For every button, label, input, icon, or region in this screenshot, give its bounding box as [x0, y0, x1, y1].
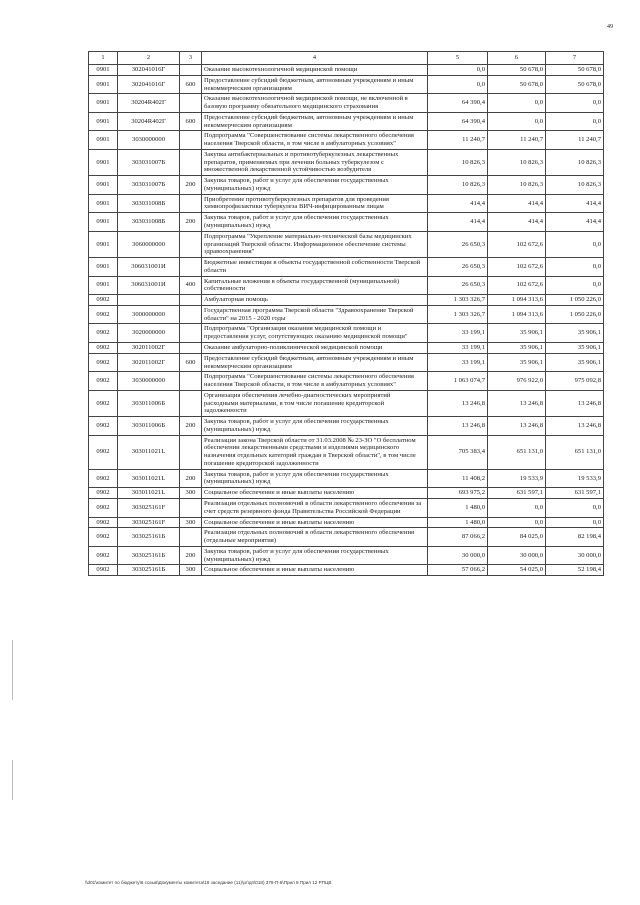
amount-2020-cell: 50 678,0 — [546, 65, 604, 76]
expense-type-cell — [180, 131, 202, 150]
amount-2020-cell: 0,0 — [546, 231, 604, 257]
amount-2020-cell: 0,0 — [546, 276, 604, 295]
amount-2019-cell: 102 672,6 — [488, 231, 546, 257]
table-row — [89, 131, 604, 150]
target-article-cell: 303011006Б — [118, 417, 180, 436]
section-code-cell: 0901 — [89, 149, 118, 175]
budget-table — [88, 51, 604, 576]
amount-2019-cell: 13 246,8 — [488, 417, 546, 436]
target-article-cell: 302011002Г — [118, 342, 180, 353]
amount-2020-cell: 0,0 — [546, 498, 604, 517]
description-cell: Оказание высокотехнологичной медицинской помощи, не включенной в базовую программу обязательного медицинского страхования — [202, 94, 428, 113]
amount-2020-cell: 35 906,1 — [546, 342, 604, 353]
amount-2018-cell: 1 303 326,7 — [428, 295, 488, 306]
footer-file-path: \\d01\комитет по бюджету\6 созыв\Документы комитета\18 заседание (11)\рг\дп\018) 378-П-6\Прил 8 Прил 12 РПЦВ — [85, 880, 332, 885]
expense-type-cell: 200 — [180, 213, 202, 232]
section-code-cell: 0901 — [89, 258, 118, 277]
description-cell: Закупка товаров, работ и услуг для обеспечения государственных (муниципальных) нужд — [202, 469, 428, 488]
expense-type-cell — [180, 324, 202, 343]
amount-2018-cell: 64 390,4 — [428, 112, 488, 131]
description-cell: Реализация отдельных полномочий в области лекарственного обеспечения за счет средств резервного фонда Правительства Российской Федерации — [202, 498, 428, 517]
amount-2019-cell: 19 533,9 — [488, 469, 546, 488]
section-code-cell: 0902 — [89, 488, 118, 499]
header-cell: 2 — [118, 52, 180, 65]
expense-type-cell — [180, 435, 202, 469]
section-code-cell: 0901 — [89, 131, 118, 150]
description-cell: Закупка товаров, работ и услуг для обеспечения государственных (муниципальных) нужд — [202, 176, 428, 195]
target-article-cell: 3020000000 — [118, 324, 180, 343]
section-code-cell: 0902 — [89, 528, 118, 547]
target-article-cell: 303011021L — [118, 469, 180, 488]
scan-edge-mark — [12, 640, 13, 700]
description-cell: Реализация отдельных полномочий в области лекарственного обеспечения (отдельные мероприятия) — [202, 528, 428, 547]
section-code-cell: 0902 — [89, 342, 118, 353]
header-cell: 3 — [180, 52, 202, 65]
description-cell: Закупка антибактериальных и противотуберкулезных лекарственных препаратов, применяемых при лечении больных туберкулезом с множественной лекарственной устойчивостью возбудителя — [202, 149, 428, 175]
expense-type-cell — [180, 94, 202, 113]
section-code-cell: 0901 — [89, 65, 118, 76]
header-cell: 5 — [428, 52, 488, 65]
amount-2018-cell: 87 066,2 — [428, 528, 488, 547]
header-cell: 1 — [89, 52, 118, 65]
section-code-cell: 0902 — [89, 565, 118, 576]
expense-type-cell — [180, 342, 202, 353]
description-cell: Бюджетные инвестиции в объекты государственной собственности Тверской области — [202, 258, 428, 277]
expense-type-cell: 300 — [180, 565, 202, 576]
description-cell: Социальное обеспечение и иные выплаты населению — [202, 565, 428, 576]
table-row — [89, 372, 604, 391]
amount-2019-cell: 102 672,6 — [488, 276, 546, 295]
amount-2018-cell: 0,0 — [428, 75, 488, 94]
amount-2020-cell: 414,4 — [546, 194, 604, 213]
amount-2018-cell: 13 246,8 — [428, 390, 488, 416]
section-code-cell: 0901 — [89, 176, 118, 195]
description-cell: Подпрограмма "Совершенствование системы лекарственного обеспечения населения Тверской области, в том числе в амбулаторных условиях" — [202, 131, 428, 150]
section-code-cell: 0902 — [89, 324, 118, 343]
amount-2020-cell: 52 198,4 — [546, 565, 604, 576]
target-article-cell: 303031008Б — [118, 213, 180, 232]
target-article-cell: 303031007Б — [118, 149, 180, 175]
expense-type-cell — [180, 372, 202, 391]
description-cell: Закупка товаров, работ и услуг для обеспечения государственных (муниципальных) нужд — [202, 546, 428, 565]
target-article-cell: 306031001И — [118, 258, 180, 277]
amount-2018-cell: 10 826,3 — [428, 176, 488, 195]
amount-2018-cell: 1 480,0 — [428, 517, 488, 528]
expense-type-cell: 200 — [180, 469, 202, 488]
expense-type-cell — [180, 305, 202, 324]
expense-type-cell — [180, 528, 202, 547]
amount-2020-cell: 10 826,3 — [546, 149, 604, 175]
target-article-cell: 302011002Г — [118, 353, 180, 372]
table-row — [89, 565, 604, 576]
section-code-cell: 0901 — [89, 75, 118, 94]
table-row — [89, 94, 604, 113]
amount-2018-cell: 10 826,3 — [428, 149, 488, 175]
amount-2019-cell: 976 922,0 — [488, 372, 546, 391]
amount-2020-cell: 10 826,3 — [546, 176, 604, 195]
amount-2018-cell: 1 063 074,7 — [428, 372, 488, 391]
expense-type-cell — [180, 295, 202, 306]
target-article-cell: 303031007Б — [118, 176, 180, 195]
table-row — [89, 176, 604, 195]
expense-type-cell: 200 — [180, 176, 202, 195]
amount-2019-cell: 11 240,7 — [488, 131, 546, 150]
amount-2019-cell: 10 826,3 — [488, 176, 546, 195]
description-cell: Социальное обеспечение и иные выплаты населению — [202, 517, 428, 528]
target-article-cell: 303011021L — [118, 488, 180, 499]
amount-2018-cell: 11 240,7 — [428, 131, 488, 150]
description-cell: Организация обеспечения лечебно-диагностических мероприятий расходными материалами, в том числе погашение кредиторской задолженности — [202, 390, 428, 416]
target-article-cell: 303025161F — [118, 517, 180, 528]
amount-2018-cell: 33 199,1 — [428, 342, 488, 353]
target-article-cell: 303011021L — [118, 435, 180, 469]
section-code-cell: 0901 — [89, 231, 118, 257]
description-cell: Подпрограмма "Укрепление материально-технической базы медицинских организаций Тверской области. Информационное обеспечение системы здравоохранения" — [202, 231, 428, 257]
section-code-cell: 0902 — [89, 546, 118, 565]
target-article-cell: 3030000000 — [118, 372, 180, 391]
target-article-cell: 3030000000 — [118, 131, 180, 150]
target-article-cell: 303011006Б — [118, 390, 180, 416]
amount-2019-cell: 414,4 — [488, 213, 546, 232]
description-cell: Государственная программа Тверской области "Здравоохранение Тверской области" на 2015 - 2020 годы — [202, 305, 428, 324]
section-code-cell: 0902 — [89, 469, 118, 488]
amount-2020-cell: 0,0 — [546, 94, 604, 113]
amount-2020-cell: 631 597,1 — [546, 488, 604, 499]
table-row — [89, 194, 604, 213]
amount-2020-cell: 35 906,1 — [546, 353, 604, 372]
amount-2020-cell: 0,0 — [546, 112, 604, 131]
amount-2020-cell: 35 906,1 — [546, 324, 604, 343]
section-code-cell: 0902 — [89, 517, 118, 528]
table-row — [89, 305, 604, 324]
amount-2019-cell: 0,0 — [488, 112, 546, 131]
amount-2019-cell: 1 094 313,6 — [488, 295, 546, 306]
amount-2020-cell: 1 050 226,0 — [546, 305, 604, 324]
amount-2018-cell: 705 383,4 — [428, 435, 488, 469]
amount-2019-cell: 35 906,1 — [488, 342, 546, 353]
description-cell: Закупка товаров, работ и услуг для обеспечения государственных (муниципальных) нужд — [202, 213, 428, 232]
target-article-cell: 30204R402Г — [118, 112, 180, 131]
expense-type-cell — [180, 498, 202, 517]
amount-2018-cell: 30 000,0 — [428, 546, 488, 565]
amount-2018-cell: 33 199,1 — [428, 324, 488, 343]
target-article-cell: 303025161Б — [118, 528, 180, 547]
amount-2018-cell: 57 066,2 — [428, 565, 488, 576]
expense-type-cell — [180, 231, 202, 257]
description-cell: Амбулаторная помощь — [202, 295, 428, 306]
table-row — [89, 213, 604, 232]
description-cell: Оказание амбулаторно-поликлинической медицинской помощи — [202, 342, 428, 353]
description-cell: Подпрограмма "Совершенствование системы лекарственного обеспечения населения Тверской области, в том числе в амбулаторных условиях" — [202, 372, 428, 391]
target-article-cell: 30204R402Г — [118, 94, 180, 113]
description-cell: Предоставление субсидий бюджетным, автономным учреждениям и иным некоммерческим организациям — [202, 112, 428, 131]
description-cell: Капитальные вложения в объекты государственной (муниципальной) собственности — [202, 276, 428, 295]
header-cell: 6 — [488, 52, 546, 65]
amount-2019-cell: 54 025,0 — [488, 565, 546, 576]
amount-2020-cell: 414,4 — [546, 213, 604, 232]
section-code-cell: 0902 — [89, 295, 118, 306]
expense-type-cell — [180, 65, 202, 76]
amount-2018-cell: 33 199,1 — [428, 353, 488, 372]
expense-type-cell: 300 — [180, 488, 202, 499]
expense-type-cell: 600 — [180, 75, 202, 94]
amount-2020-cell: 19 533,9 — [546, 469, 604, 488]
section-code-cell: 0901 — [89, 194, 118, 213]
expense-type-cell: 400 — [180, 276, 202, 295]
table-row — [89, 498, 604, 517]
page-number: 49 — [607, 24, 613, 30]
amount-2020-cell: 82 198,4 — [546, 528, 604, 547]
amount-2018-cell: 414,4 — [428, 194, 488, 213]
table-row — [89, 295, 604, 306]
description-cell: Оказание высокотехнологичной медицинской помощи — [202, 65, 428, 76]
amount-2019-cell: 414,4 — [488, 194, 546, 213]
table-row — [89, 231, 604, 257]
section-code-cell: 0902 — [89, 305, 118, 324]
amount-2018-cell: 26 650,3 — [428, 276, 488, 295]
section-code-cell: 0902 — [89, 417, 118, 436]
amount-2020-cell: 13 246,8 — [546, 417, 604, 436]
target-article-cell: 3060000000 — [118, 231, 180, 257]
table-row — [89, 546, 604, 565]
table-row — [89, 276, 604, 295]
expense-type-cell: 300 — [180, 517, 202, 528]
table-row — [89, 390, 604, 416]
target-article-cell: 3000000000 — [118, 305, 180, 324]
amount-2020-cell: 651 131,0 — [546, 435, 604, 469]
amount-2020-cell: 13 246,8 — [546, 390, 604, 416]
table-row — [89, 435, 604, 469]
amount-2019-cell: 50 678,0 — [488, 65, 546, 76]
table-row — [89, 324, 604, 343]
amount-2019-cell: 651 131,0 — [488, 435, 546, 469]
table-row — [89, 342, 604, 353]
expense-type-cell — [180, 258, 202, 277]
amount-2020-cell: 1 050 226,0 — [546, 295, 604, 306]
expense-type-cell: 200 — [180, 417, 202, 436]
amount-2018-cell: 414,4 — [428, 213, 488, 232]
amount-2018-cell: 26 650,3 — [428, 231, 488, 257]
section-code-cell: 0901 — [89, 213, 118, 232]
amount-2019-cell: 35 906,1 — [488, 353, 546, 372]
amount-2019-cell: 102 672,6 — [488, 258, 546, 277]
expense-type-cell: 600 — [180, 353, 202, 372]
amount-2020-cell: 30 000,0 — [546, 546, 604, 565]
description-cell: Предоставление субсидий бюджетным, автономным учреждениям и иным некоммерческим организациям — [202, 75, 428, 94]
expense-type-cell — [180, 194, 202, 213]
amount-2018-cell: 1 303 326,7 — [428, 305, 488, 324]
target-article-cell: 303025161Б — [118, 565, 180, 576]
amount-2019-cell: 0,0 — [488, 517, 546, 528]
table-row — [89, 65, 604, 76]
table-row — [89, 353, 604, 372]
scan-edge-mark — [12, 760, 13, 800]
amount-2019-cell: 30 000,0 — [488, 546, 546, 565]
section-code-cell: 0902 — [89, 372, 118, 391]
amount-2019-cell: 0,0 — [488, 94, 546, 113]
section-code-cell: 0902 — [89, 390, 118, 416]
section-code-cell: 0901 — [89, 276, 118, 295]
amount-2018-cell: 0,0 — [428, 65, 488, 76]
header-cell: 4 — [202, 52, 428, 65]
section-code-cell: 0901 — [89, 94, 118, 113]
amount-2020-cell: 11 240,7 — [546, 131, 604, 150]
section-code-cell: 0902 — [89, 353, 118, 372]
section-code-cell: 0902 — [89, 435, 118, 469]
target-article-cell: 303025161Б — [118, 546, 180, 565]
table-row — [89, 112, 604, 131]
description-cell: Закупка товаров, работ и услуг для обеспечения государственных (муниципальных) нужд — [202, 417, 428, 436]
amount-2020-cell: 50 678,0 — [546, 75, 604, 94]
target-article-cell: 303025161F — [118, 498, 180, 517]
table-row — [89, 488, 604, 499]
amount-2019-cell: 84 025,0 — [488, 528, 546, 547]
expense-type-cell: 600 — [180, 112, 202, 131]
target-article-cell — [118, 295, 180, 306]
target-article-cell: 303031008Б — [118, 194, 180, 213]
expense-type-cell — [180, 390, 202, 416]
amount-2018-cell: 11 408,2 — [428, 469, 488, 488]
section-code-cell: 0901 — [89, 112, 118, 131]
amount-2019-cell: 1 094 313,6 — [488, 305, 546, 324]
table-row — [89, 75, 604, 94]
expense-type-cell: 200 — [180, 546, 202, 565]
amount-2018-cell: 26 650,3 — [428, 258, 488, 277]
amount-2019-cell: 0,0 — [488, 498, 546, 517]
target-article-cell: 302041016Г — [118, 75, 180, 94]
table-row — [89, 517, 604, 528]
section-code-cell: 0902 — [89, 498, 118, 517]
description-cell: Социальное обеспечение и иные выплаты населению — [202, 488, 428, 499]
table-row — [89, 528, 604, 547]
amount-2018-cell: 64 390,4 — [428, 94, 488, 113]
header-cell: 7 — [546, 52, 604, 65]
amount-2020-cell: 0,0 — [546, 258, 604, 277]
description-cell: Приобретение противотуберкулезных препаратов для проведения химиопрофилактики туберкулеза ВИЧ-инфицированным лицам — [202, 194, 428, 213]
amount-2018-cell: 13 246,8 — [428, 417, 488, 436]
amount-2020-cell: 975 092,8 — [546, 372, 604, 391]
amount-2019-cell: 35 906,1 — [488, 324, 546, 343]
table-row — [89, 258, 604, 277]
table-header-row — [89, 52, 604, 65]
amount-2019-cell: 50 678,0 — [488, 75, 546, 94]
amount-2020-cell: 0,0 — [546, 517, 604, 528]
amount-2019-cell: 631 597,1 — [488, 488, 546, 499]
target-article-cell: 302041016Г — [118, 65, 180, 76]
table-row — [89, 149, 604, 175]
amount-2019-cell: 13 246,8 — [488, 390, 546, 416]
description-cell: Реализация закона Тверской области от 31.03.2008 № 23-ЗО "О бесплатном обеспечении лекарственными средствами и изделиями медицинского назначения отдельных категорий граждан в Тверской области", в том числе погашение кредиторской задолженности — [202, 435, 428, 469]
table-row — [89, 469, 604, 488]
expense-type-cell — [180, 149, 202, 175]
amount-2018-cell: 693 975,2 — [428, 488, 488, 499]
target-article-cell: 306031001И — [118, 276, 180, 295]
amount-2019-cell: 10 826,3 — [488, 149, 546, 175]
description-cell: Подпрограмма "Организация оказания медицинской помощи и предоставления услуг, сопутствующих оказанию медицинской помощи" — [202, 324, 428, 343]
amount-2018-cell: 1 480,0 — [428, 498, 488, 517]
description-cell: Предоставление субсидий бюджетным, автономным учреждениям и иным некоммерческим организациям — [202, 353, 428, 372]
table-row — [89, 417, 604, 436]
